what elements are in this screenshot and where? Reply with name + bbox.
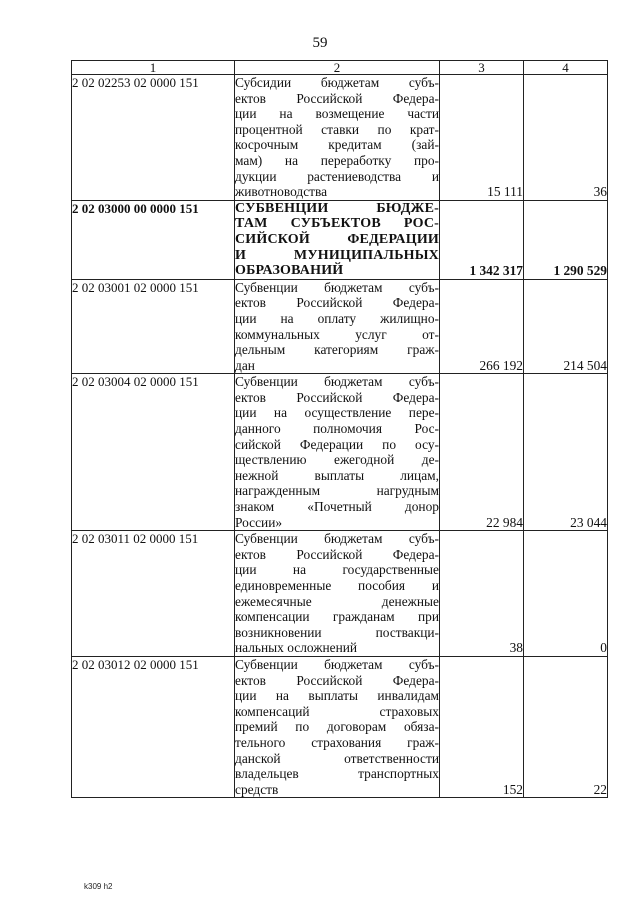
description-line: процентной ставки по крат- (235, 121, 439, 137)
budget-table (71, 60, 608, 798)
row-value-col4: 22 (524, 656, 608, 797)
description-line: знаком «Почетный донор (235, 499, 439, 515)
table-row (72, 75, 608, 201)
description-line: ектов Российской Федера- (235, 672, 439, 688)
description-line: ектов Российской Федера- (235, 546, 439, 562)
description-line: данской ответственности (235, 750, 439, 766)
table-row (72, 200, 608, 279)
table-row (72, 374, 608, 531)
description-line: ции на возмещение части (235, 106, 439, 122)
description-line: дукции растениеводства и (235, 168, 439, 184)
description-line: нежной выплаты лицам, (235, 467, 439, 483)
table-row (72, 279, 608, 374)
table-header-row (72, 61, 608, 75)
table-body (72, 75, 608, 798)
row-value-col4: 214 504 (524, 279, 608, 374)
description-line: ции на осуществление пере- (235, 405, 439, 421)
description-line: Субсидии бюджетам субъ- (235, 75, 439, 90)
description-line: дельным категориям граж- (235, 342, 439, 358)
description-line: сийской Федерации по осу- (235, 436, 439, 452)
description-line: животноводства (235, 184, 328, 200)
row-value-col4: 36 (524, 75, 608, 201)
row-description (235, 531, 440, 657)
row-value-col4: 0 (524, 531, 608, 657)
description-line: косрочным кредитам (зай- (235, 137, 439, 153)
description-line: ектов Российской Федера- (235, 295, 439, 311)
row-description (235, 200, 440, 279)
column-header-4: 4 (524, 61, 608, 75)
description-line: ежемесячные денежные (235, 593, 439, 609)
description-line: данного полномочия Рос- (235, 421, 439, 437)
description-line: ектов Российской Федера- (235, 389, 439, 405)
row-value-col4: 23 044 (524, 374, 608, 531)
description-line: премий по договорам обяза- (235, 719, 439, 735)
description-line: Субвенции бюджетам субъ- (235, 531, 439, 547)
description-line: ции на оплату жилищно- (235, 310, 439, 326)
description-line: нальных осложнений (235, 640, 358, 656)
row-code: 2 02 03004 02 0000 151 (72, 374, 235, 531)
row-code: 2 02 03012 02 0000 151 (72, 656, 235, 797)
table-row (72, 656, 608, 797)
description-line: СИЙСКОЙ ФЕДЕРАЦИИ (235, 231, 439, 247)
column-header-2: 2 (235, 61, 440, 75)
description-line: коммунальных услуг от- (235, 326, 439, 342)
row-value-col4: 1 290 529 (524, 200, 608, 279)
row-description (235, 374, 440, 531)
row-description (235, 656, 440, 797)
description-line: владельцев транспортных (235, 766, 439, 782)
row-description (235, 75, 440, 201)
row-code: 2 02 03000 00 0000 151 (72, 200, 235, 279)
description-line: единовременные пособия и (235, 578, 439, 593)
description-line: России» (235, 514, 283, 530)
description-line: ции на государственные (235, 562, 439, 578)
table-row (72, 531, 608, 657)
row-code: 2 02 02253 02 0000 151 (72, 75, 235, 201)
description-line: мам) на переработку про- (235, 152, 439, 168)
column-header-1: 1 (72, 61, 235, 75)
row-code: 2 02 03011 02 0000 151 (72, 531, 235, 657)
description-line: компенсации гражданам при (235, 609, 439, 625)
description-line: Субвенции бюджетам субъ- (235, 374, 439, 390)
column-header-3: 3 (440, 61, 524, 75)
description-line: тельного страхования граж- (235, 734, 439, 750)
row-value-col3: 15 111 (440, 75, 524, 201)
description-line: ОБРАЗОВАНИЙ (235, 263, 344, 279)
description-line: средств (235, 781, 279, 797)
row-description (235, 279, 440, 374)
page-number: 59 (312, 35, 328, 51)
row-code: 2 02 03001 02 0000 151 (72, 279, 235, 374)
description-line: награжденным нагрудным (235, 483, 439, 499)
row-value-col3: 38 (440, 531, 524, 657)
description-line: ТАМ СУБЪЕКТОВ РОС- (235, 216, 439, 232)
row-value-col3: 152 (440, 656, 524, 797)
description-line: ции на выплаты инвалидам (235, 688, 439, 704)
row-value-col3: 1 342 317 (440, 200, 524, 279)
description-line: компенсаций страховых (235, 703, 439, 719)
description-line: ществлению ежегодной де- (235, 452, 439, 468)
description-line: Субвенции бюджетам субъ- (235, 656, 439, 672)
description-line: СУБВЕНЦИИ БЮДЖЕ- (235, 200, 439, 216)
description-line: дан (235, 357, 255, 373)
description-line: Субвенции бюджетам субъ- (235, 279, 439, 295)
row-value-col3: 266 192 (440, 279, 524, 374)
description-line: И МУНИЦИПАЛЬНЫХ (235, 247, 439, 263)
description-line: возникновении поствакци- (235, 624, 439, 640)
row-value-col3: 22 984 (440, 374, 524, 531)
footer-mark: k309 h2 (84, 882, 113, 891)
description-line: ектов Российской Федера- (235, 90, 439, 106)
